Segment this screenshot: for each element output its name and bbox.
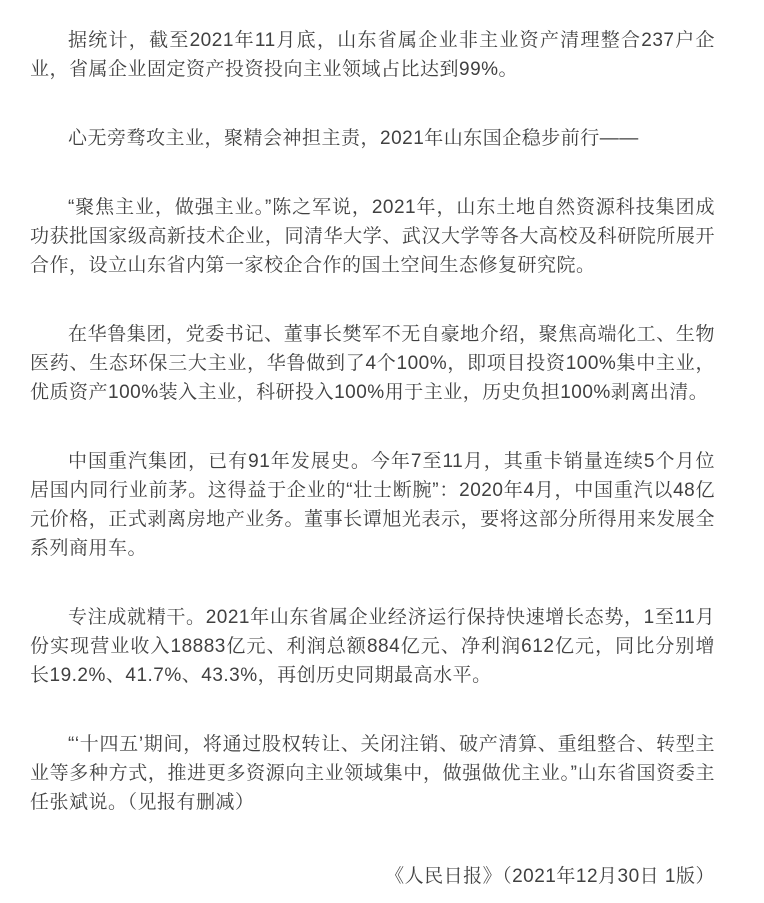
source-citation: 《人民日报》（2021年12月30日 1版）: [385, 866, 715, 887]
paragraph-focus-main-business: “聚焦主业，做强主业。”陈之军说，2021年，山东土地自然资源科技集团成功获批国家级高新技术企业，同清华大学、武汉大学等各大高校及科研院所展开合作，设立山东省内第一家校企合作的国土空间生态修复研究院。: [30, 197, 715, 276]
paragraph-lede: 心无旁骛攻主业，聚精会神担主责，2021年山东国企稳步前行——: [68, 128, 639, 149]
paragraph-hualu-group: 在华鲁集团，党委书记、董事长樊军不无自豪地介绍，聚焦高端化工、生物医药、生态环保三大主业，华鲁做到了4个100%，即项目投资100%集中主业，优质资产100%装入主业，科研投入100%用于主业，历史负担100%剥离出清。: [30, 324, 715, 403]
paragraph-sinotruk-group: 中国重汽集团，已有91年发展史。今年7至11月，其重卡销量连续5个月位居国内同行业前茅。这得益于企业的“壮士断腕”：2020年4月，中国重汽以48亿元价格，正式剥离房地产业务。董事长谭旭光表示，要将这部分所得用来发展全系列商用车。: [30, 451, 715, 559]
paragraph-statistics: 据统计，截至2021年11月底，山东省属企业非主业资产清理整合237户企业，省属企业固定资产投资投向主业领域占比达到99%。: [30, 30, 715, 80]
paragraph-14th-five-year-plan: “‘十四五’期间，将通过股权转让、关闭注销、破产清算、重组整合、转型主业等多种方式，推进更多资源向主业领域集中，做强做优主业。”山东省国资委主任张斌说。（见报有删减）: [30, 734, 715, 813]
paragraph-economic-results: 专注成就精干。2021年山东省属企业经济运行保持快速增长态势，1至11月份实现营业收入18883亿元、利润总额884亿元、净利润612亿元，同比分别增长19.2%、41.7%、43.3%，再创历史同期最高水平。: [30, 607, 715, 686]
